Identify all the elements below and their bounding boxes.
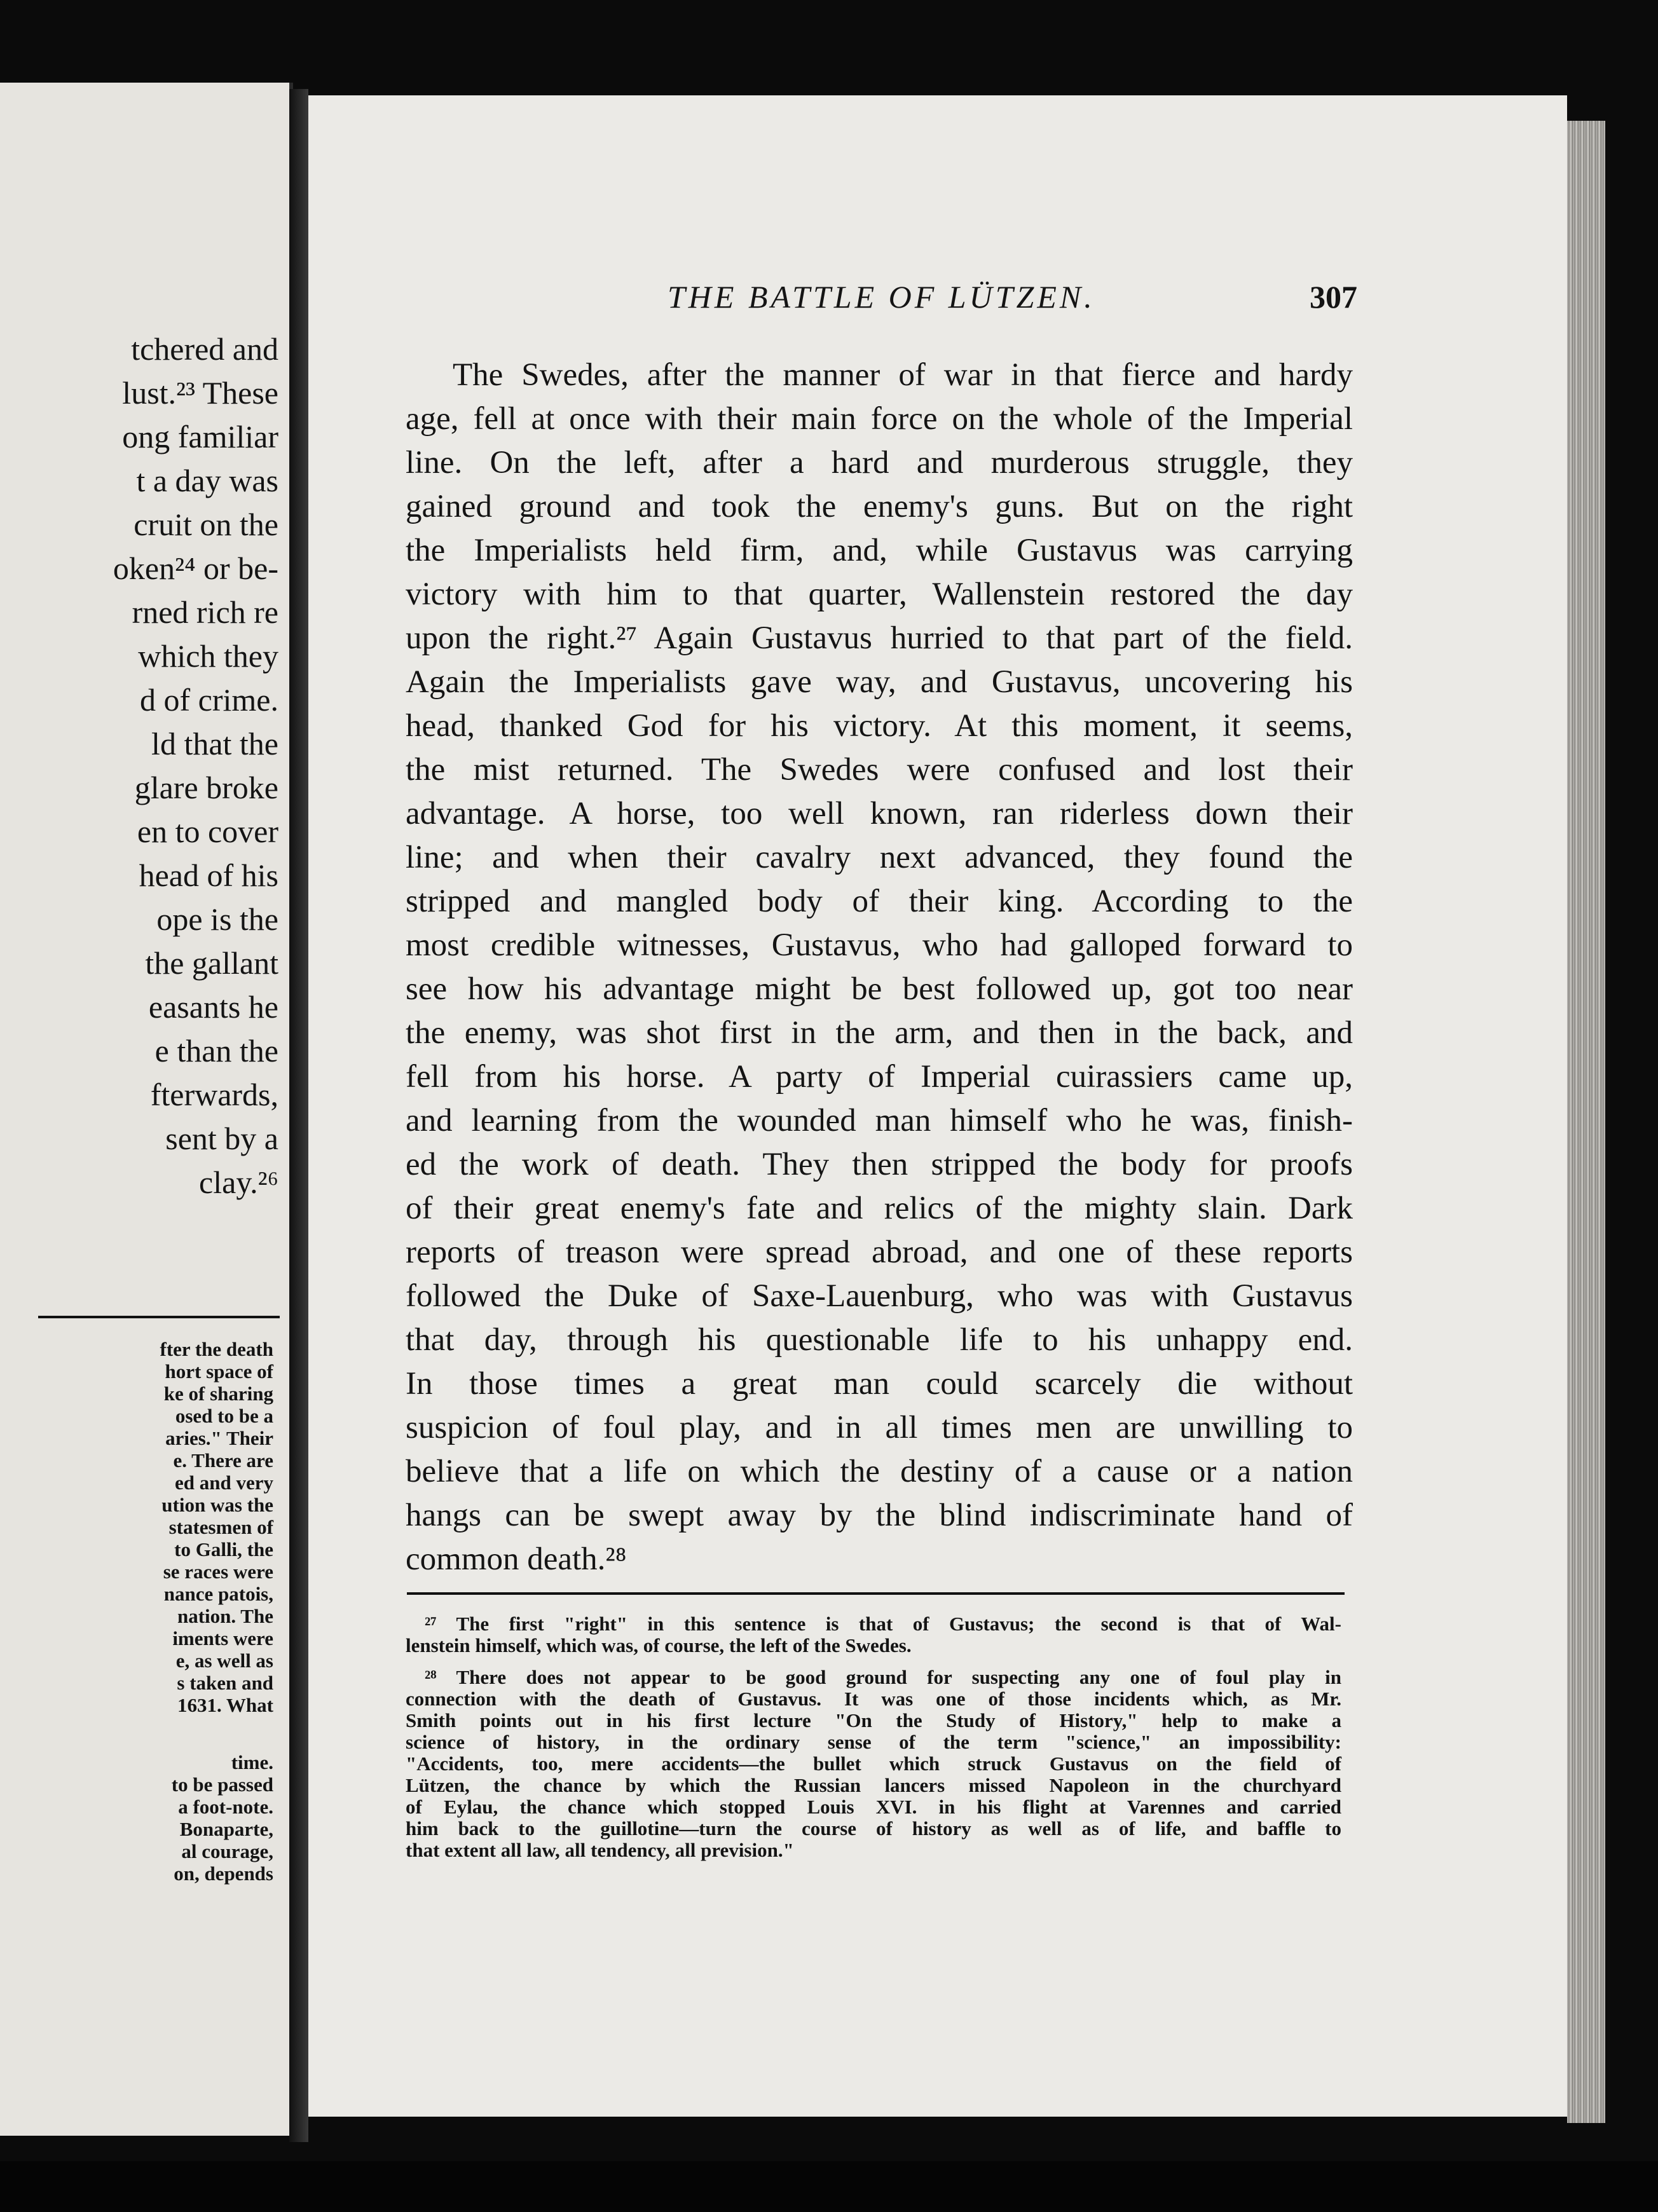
left-body-line: cruit on the	[134, 507, 278, 542]
left-body-line: tchered and	[131, 331, 278, 367]
film-edge	[0, 2161, 1658, 2212]
page-number: 307	[1310, 279, 1357, 315]
body-line: see how his advantage might be best followed up, got too near	[406, 971, 1353, 1007]
book-gutter	[289, 89, 308, 2142]
left-footnote-line: a foot-note.	[178, 1796, 273, 1818]
left-body-line: glare broke	[134, 770, 278, 805]
footnote-28-line: ²⁸ There does not appear to be good ground for suspecting any one of foul play in	[425, 1666, 1341, 1688]
footnote-28-line: Smith points out in his first lecture "On the Study of History," help to make a	[406, 1709, 1341, 1731]
body-line: common death.²⁸	[406, 1541, 627, 1577]
body-line: advantage. A horse, too well known, ran riderless down their	[406, 796, 1353, 831]
footnote-rule	[407, 1592, 1345, 1595]
footnotes	[406, 1613, 1341, 1861]
left-body-line: the gallant	[145, 945, 278, 981]
running-head: THE BATTLE OF LÜTZEN.	[668, 279, 1095, 315]
left-footnote-line: e. There are	[173, 1449, 273, 1471]
left-footnote-line: nance patois,	[163, 1583, 273, 1605]
body-line: of their great enemy's fate and relics of the mighty slain. Dark	[406, 1191, 1353, 1226]
body-line: the Imperialists held firm, and, while Gustavus was carrying	[406, 533, 1353, 568]
left-body-line: fterwards,	[150, 1077, 278, 1112]
body-line: gained ground and took the enemy's guns. But on the right	[406, 489, 1353, 524]
footnote-28-line: him back to the guillotine—turn the course of history as well as of life, and baffle to	[406, 1817, 1341, 1840]
left-footnote-line: ed and very	[175, 1471, 273, 1494]
body-line: head, thanked God for his victory. At this moment, it seems,	[406, 708, 1353, 744]
left-body-line: oken²⁴ or be-	[113, 550, 278, 586]
footnote-27-line: ²⁷ The first "right" in this sentence is that of Gustavus; the second is that of Wal-	[425, 1613, 1341, 1635]
left-footnote-line: to Galli, the	[174, 1538, 273, 1560]
body-line: and learning from the wounded man himself who he was, finish-	[406, 1103, 1353, 1138]
left-page	[0, 83, 293, 2136]
left-page-body	[0, 327, 286, 1205]
left-footnote-line: e, as well as	[175, 1649, 273, 1672]
body-line: followed the Duke of Saxe-Lauenburg, who was with Gustavus	[406, 1278, 1353, 1314]
left-body-line: which they	[138, 638, 278, 674]
body-line: stripped and mangled body of their king. According to the	[406, 884, 1353, 919]
left-footnote-line: Bonaparte,	[179, 1818, 273, 1840]
left-body-line: rned rich re	[132, 594, 278, 630]
body-line: The Swedes, after the manner of war in that fierce and hardy	[453, 357, 1353, 393]
left-footnote-line: ke of sharing	[163, 1382, 273, 1405]
left-footnote-line: ution was the	[161, 1494, 273, 1516]
left-body-line: ope is the	[156, 901, 278, 937]
footnote-28-line: that extent all law, all tendency, all prevision."	[406, 1839, 794, 1861]
left-body-line: easants he	[148, 989, 278, 1025]
left-page-footnotes	[0, 1338, 286, 1885]
left-footnote-line: on, depends	[174, 1862, 273, 1885]
left-footnote-line: statesmen of	[168, 1516, 273, 1538]
left-footnote-line: al courage,	[181, 1840, 273, 1862]
footnote-27-line: lenstein himself, which was, of course, the left of the Swedes.	[406, 1634, 912, 1656]
left-body-line: lust.²³ These	[122, 375, 278, 411]
body-line: Again the Imperialists gave way, and Gustavus, uncovering his	[406, 664, 1353, 700]
left-footnote-line: iments were	[172, 1627, 273, 1649]
left-footnote-line: 1631. What	[177, 1694, 273, 1716]
left-body-line: ong familiar	[122, 419, 278, 454]
left-body-line: t a day was	[136, 463, 278, 498]
left-body-line: d of crime.	[140, 682, 278, 718]
left-body-line: e than the	[154, 1033, 278, 1068]
left-footnote-line: se races were	[163, 1560, 273, 1583]
left-footnote-line: osed to be a	[175, 1405, 273, 1427]
left-body-line: clay.²⁶	[199, 1164, 278, 1200]
body-line: believe that a life on which the destiny of a cause or a nation	[406, 1454, 1353, 1489]
body-line: victory with him to that quarter, Wallenstein restored the day	[406, 577, 1353, 612]
left-footnote-line: s taken and	[177, 1672, 273, 1694]
footnote-28-line: connection with the death of Gustavus. It was one of those incidents which, as Mr.	[406, 1688, 1341, 1710]
body-line: In those times a great man could scarcely die without	[406, 1366, 1353, 1402]
left-body-line: en to cover	[137, 814, 278, 849]
body-line: hangs can be swept away by the blind indiscriminate hand of	[406, 1498, 1353, 1533]
body-line: the enemy, was shot first in the arm, and then in the back, and	[406, 1015, 1353, 1051]
body-line: age, fell at once with their main force on the whole of the Imperial	[406, 401, 1353, 437]
body-line: suspicion of foul play, and in all times men are unwilling to	[406, 1410, 1353, 1445]
left-footnote-line: hort space of	[165, 1360, 273, 1382]
left-body-line: sent by a	[165, 1121, 278, 1156]
body-line: line; and when their cavalry next advanced, they found the	[406, 840, 1353, 875]
left-footnote-line: nation. The	[177, 1605, 273, 1627]
body-line: ed the work of death. They then stripped the body for proofs	[406, 1147, 1353, 1182]
body-line: upon the right.²⁷ Again Gustavus hurried to that part of the field.	[406, 620, 1353, 656]
main-body-text	[406, 353, 1353, 1581]
body-line: that day, through his questionable life to his unhappy end.	[406, 1322, 1353, 1358]
footnote-28-line: science of history, in the ordinary sense of the term "science," an impossibility:	[406, 1731, 1341, 1753]
body-line: fell from his horse. A party of Imperial cuirassiers came up,	[406, 1059, 1353, 1095]
footnote-28-line: of Eylau, the chance which stopped Louis XVI. in his flight at Varennes and carried	[406, 1796, 1341, 1818]
footnote-28-line: "Accidents, too, mere accidents—the bullet which struck Gustavus on the field of	[406, 1752, 1341, 1775]
left-body-line: ld that the	[151, 726, 278, 761]
page-edges	[1567, 121, 1605, 2123]
left-footnote-line: time.	[231, 1751, 273, 1773]
left-footnote-rule	[38, 1316, 280, 1318]
left-footnote-line: aries." Their	[165, 1427, 273, 1449]
body-line: the mist returned. The Swedes were confused and lost their	[406, 752, 1353, 788]
left-body-line: head of his	[139, 857, 278, 893]
body-line: reports of treason were spread abroad, and one of these reports	[406, 1234, 1353, 1270]
left-footnote-line: fter the death	[160, 1338, 273, 1360]
body-line: line. On the left, after a hard and murderous struggle, they	[406, 445, 1353, 481]
body-line: most credible witnesses, Gustavus, who had galloped forward to	[406, 927, 1353, 963]
left-footnote-line: to be passed	[171, 1773, 273, 1796]
footnote-28-line: Lützen, the chance by which the Russian lancers missed Napoleon in the churchyard	[406, 1774, 1341, 1796]
